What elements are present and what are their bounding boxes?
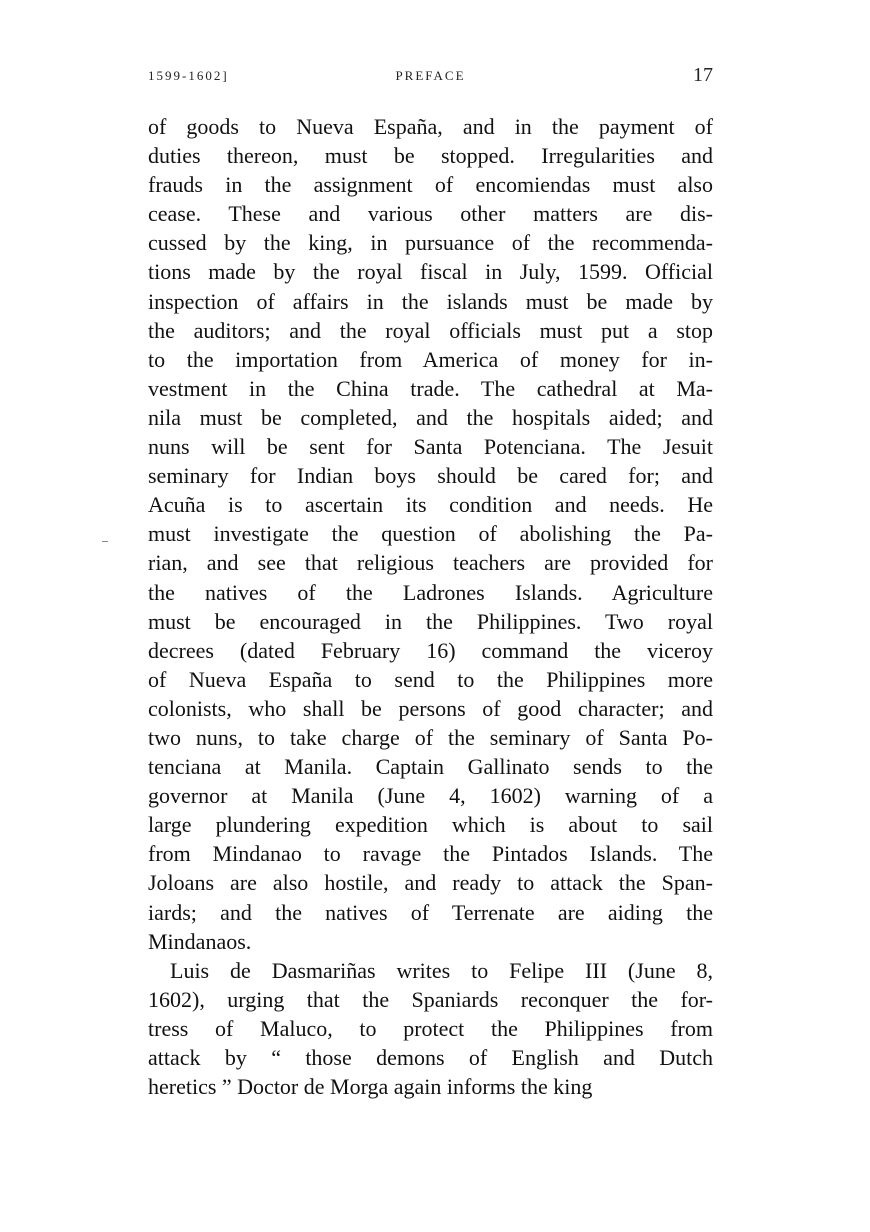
text-line: must investigate the question of abolishing the Pa- [148, 521, 713, 547]
text-line: governor at Manila (June 4, 1602) warning of a [148, 783, 713, 809]
running-head-title: PREFACE [395, 68, 466, 83]
text-line: seminary for Indian boys should be cared for; and [148, 463, 713, 489]
text-line: tions made by the royal fiscal in July, 1599. Official [148, 259, 713, 285]
text-line: cease. These and various other matters are dis- [148, 201, 713, 227]
text-line: from Mindanao to ravage the Pintados Islands. The [148, 841, 713, 867]
text-line: Joloans are also hostile, and ready to attack the Span- [148, 870, 713, 896]
text-line: vestment in the China trade. The cathedral at Ma- [148, 375, 713, 401]
text-line: two nuns, to take charge of the seminary of Santa Po- [148, 724, 713, 750]
text-line: iards; and the natives of Terrenate are aiding the [148, 899, 713, 925]
margin-mark [102, 541, 108, 542]
text-line: cussed by the king, in pursuance of the recommenda- [148, 230, 713, 256]
text-line: to the importation from America of money for in- [148, 346, 713, 372]
running-head [148, 64, 713, 86]
text-line: nuns will be sent for Santa Potenciana. The Jesuit [148, 434, 713, 460]
text-line: decrees (dated February 16) command the viceroy [148, 637, 713, 663]
text-line: large plundering expedition which is about to sail [148, 812, 713, 838]
text-line: heretics ” Doctor de Morga again informs the king [148, 1074, 593, 1100]
text-line: of Nueva España to send to the Philippines more [148, 666, 713, 692]
body-text [148, 112, 713, 1101]
text-line: rian, and see that religious teachers are provided for [148, 550, 713, 576]
text-line: Luis de Dasmariñas writes to Felipe III (June 8, [170, 957, 713, 983]
text-line: must be encouraged in the Philippines. Two royal [148, 608, 713, 634]
paragraph [148, 112, 713, 956]
text-line: 1602), urging that the Spaniards reconquer the for- [148, 986, 713, 1012]
text-line: attack by “ those demons of English and Dutch [148, 1045, 713, 1070]
running-head-date-range: 1599-1602] [148, 68, 229, 83]
text-line: inspection of affairs in the islands must be made by [148, 288, 713, 314]
text-line: tress of Maluco, to protect the Philippines from [148, 1015, 713, 1041]
text-line: the natives of the Ladrones Islands. Agriculture [148, 579, 713, 605]
text-line: of goods to Nueva España, and in the payment of [148, 114, 713, 139]
text-line: colonists, who shall be persons of good character; and [148, 695, 713, 721]
text-line: nila must be completed, and the hospitals aided; and [148, 404, 713, 430]
text-line: tenciana at Manila. Captain Gallinato sends to the [148, 754, 713, 780]
text-line: Mindanaos. [148, 928, 252, 954]
text-line: frauds in the assignment of encomiendas must also [148, 172, 713, 198]
text-line: duties thereon, must be stopped. Irregularities and [148, 143, 713, 169]
text-line: Acuña is to ascertain its condition and needs. He [148, 492, 713, 518]
paragraph [148, 956, 713, 1101]
text-line: the auditors; and the royal officials must put a stop [148, 317, 713, 343]
page-number: 17 [693, 64, 713, 86]
